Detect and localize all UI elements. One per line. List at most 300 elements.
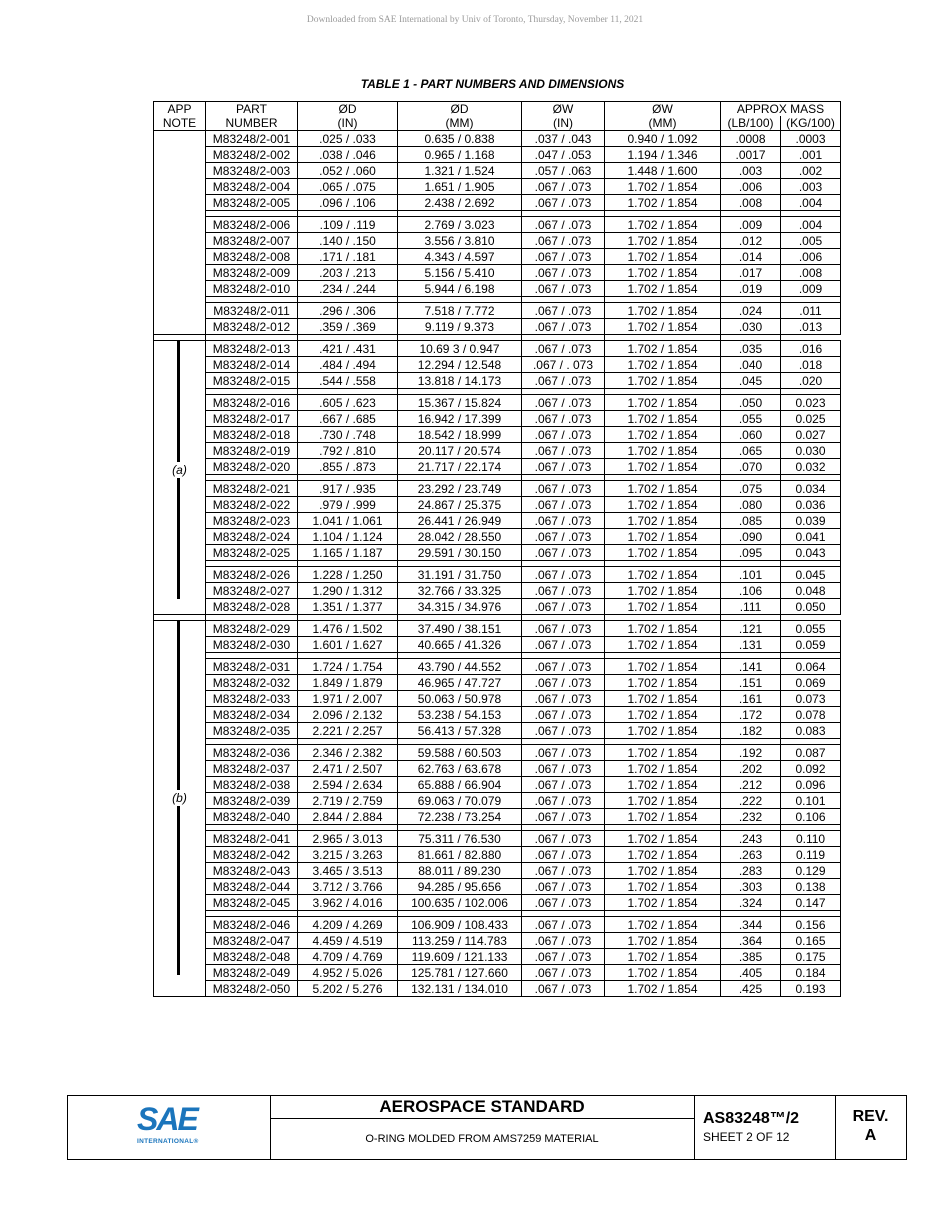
d-in-cell: 1.290 / 1.312 [298, 583, 398, 599]
part-number-cell: M83248/2-023 [206, 513, 298, 529]
mass-kg-cell: .005 [781, 233, 841, 249]
part-number-cell: M83248/2-022 [206, 497, 298, 513]
header-part: PART [206, 102, 298, 117]
mass-lb-cell: .364 [721, 933, 781, 949]
d-in-cell: .296 / .306 [298, 303, 398, 319]
mass-kg-cell: 0.119 [781, 847, 841, 863]
w-mm-cell: 1.702 / 1.854 [605, 777, 721, 793]
w-mm-cell: 1.702 / 1.854 [605, 599, 721, 615]
table-row [154, 395, 841, 411]
w-in-cell: .067 / .073 [522, 621, 605, 637]
part-number-cell: M83248/2-041 [206, 831, 298, 847]
table-row [154, 281, 841, 297]
w-in-cell: .067 / .073 [522, 411, 605, 427]
w-in-cell: .067 / .073 [522, 723, 605, 739]
w-in-cell: .067 / .073 [522, 249, 605, 265]
table-row [154, 879, 841, 895]
mass-lb-cell: .095 [721, 545, 781, 561]
d-mm-cell: 1.651 / 1.905 [398, 179, 522, 195]
table-row [154, 249, 841, 265]
w-mm-cell: 1.702 / 1.854 [605, 303, 721, 319]
w-mm-cell: 1.702 / 1.854 [605, 281, 721, 297]
w-mm-cell: 1.702 / 1.854 [605, 659, 721, 675]
mass-lb-cell: .161 [721, 691, 781, 707]
d-mm-cell: 34.315 / 34.976 [398, 599, 522, 615]
w-mm-cell: 1.702 / 1.854 [605, 341, 721, 357]
table-row [154, 637, 841, 653]
part-number-cell: M83248/2-046 [206, 917, 298, 933]
d-mm-cell: 75.311 / 76.530 [398, 831, 522, 847]
mass-kg-cell: .004 [781, 217, 841, 233]
mass-lb-cell: .111 [721, 599, 781, 615]
header-app-note: NOTE [154, 116, 206, 131]
mass-lb-cell: .014 [721, 249, 781, 265]
part-number-cell: M83248/2-045 [206, 895, 298, 911]
mass-lb-cell: .344 [721, 917, 781, 933]
part-number-cell: M83248/2-039 [206, 793, 298, 809]
d-in-cell: .025 / .033 [298, 131, 398, 147]
table-row [154, 583, 841, 599]
d-in-cell: .730 / .748 [298, 427, 398, 443]
d-in-cell: .421 / .431 [298, 341, 398, 357]
part-number-cell: M83248/2-014 [206, 357, 298, 373]
mass-kg-cell: .011 [781, 303, 841, 319]
w-in-cell: .067 / .073 [522, 895, 605, 911]
w-mm-cell: 1.702 / 1.854 [605, 545, 721, 561]
table-row [154, 621, 841, 637]
part-number-cell: M83248/2-043 [206, 863, 298, 879]
table-row [154, 545, 841, 561]
header-d-mm: ØD [398, 102, 522, 117]
document-number: AS83248™/2 [703, 1110, 800, 1127]
table-row [154, 131, 841, 147]
w-mm-cell: 1.702 / 1.854 [605, 481, 721, 497]
d-mm-cell: 20.117 / 20.574 [398, 443, 522, 459]
w-mm-cell: 1.702 / 1.854 [605, 745, 721, 761]
d-in-cell: 2.346 / 2.382 [298, 745, 398, 761]
mass-kg-cell: .003 [781, 179, 841, 195]
mass-lb-cell: .006 [721, 179, 781, 195]
document-number-cell [694, 1096, 836, 1159]
w-mm-cell: 1.702 / 1.854 [605, 567, 721, 583]
w-mm-cell: 0.940 / 1.092 [605, 131, 721, 147]
table-row [154, 949, 841, 965]
w-mm-cell: 1.702 / 1.854 [605, 233, 721, 249]
mass-lb-cell: .060 [721, 427, 781, 443]
d-in-cell: 3.215 / 3.263 [298, 847, 398, 863]
mass-kg-cell: .002 [781, 163, 841, 179]
mass-lb-cell: .012 [721, 233, 781, 249]
w-mm-cell: 1.702 / 1.854 [605, 965, 721, 981]
d-in-cell: .979 / .999 [298, 497, 398, 513]
d-in-cell: .065 / .075 [298, 179, 398, 195]
mass-lb-cell: .019 [721, 281, 781, 297]
part-number-cell: M83248/2-028 [206, 599, 298, 615]
w-in-cell: .067 / .073 [522, 965, 605, 981]
w-in-cell: .067 / .073 [522, 809, 605, 825]
w-mm-cell: 1.702 / 1.854 [605, 949, 721, 965]
table-row [154, 809, 841, 825]
w-mm-cell: 1.702 / 1.854 [605, 319, 721, 335]
d-mm-cell: 4.343 / 4.597 [398, 249, 522, 265]
d-in-cell: 2.221 / 2.257 [298, 723, 398, 739]
mass-kg-cell: .004 [781, 195, 841, 211]
table-row [154, 497, 841, 513]
d-mm-cell: 100.635 / 102.006 [398, 895, 522, 911]
table-row [154, 163, 841, 179]
mass-kg-cell: 0.032 [781, 459, 841, 475]
table-row [154, 895, 841, 911]
table-row [154, 319, 841, 335]
table-row [154, 459, 841, 475]
table-row [154, 723, 841, 739]
d-in-cell: 4.709 / 4.769 [298, 949, 398, 965]
w-mm-cell: 1.702 / 1.854 [605, 513, 721, 529]
d-in-cell: 1.165 / 1.187 [298, 545, 398, 561]
mass-kg-cell: 0.059 [781, 637, 841, 653]
d-in-cell: .038 / .046 [298, 147, 398, 163]
w-mm-cell: 1.702 / 1.854 [605, 395, 721, 411]
mass-kg-cell: 0.064 [781, 659, 841, 675]
d-mm-cell: 28.042 / 28.550 [398, 529, 522, 545]
d-in-cell: 1.601 / 1.627 [298, 637, 398, 653]
header-d-in-unit: (IN) [298, 116, 398, 131]
w-in-cell: .067 / .073 [522, 233, 605, 249]
part-number-cell: M83248/2-024 [206, 529, 298, 545]
part-number-cell: M83248/2-017 [206, 411, 298, 427]
app-note-cell [154, 341, 206, 615]
d-mm-cell: 24.867 / 25.375 [398, 497, 522, 513]
d-in-cell: 2.844 / 2.884 [298, 809, 398, 825]
mass-kg-cell: 0.147 [781, 895, 841, 911]
d-in-cell: 1.351 / 1.377 [298, 599, 398, 615]
w-in-cell: .067 / .073 [522, 761, 605, 777]
w-in-cell: .067 / .073 [522, 497, 605, 513]
part-number-cell: M83248/2-003 [206, 163, 298, 179]
table-row [154, 411, 841, 427]
w-mm-cell: 1.702 / 1.854 [605, 357, 721, 373]
d-in-cell: .855 / .873 [298, 459, 398, 475]
mass-kg-cell: 0.030 [781, 443, 841, 459]
d-in-cell: 3.465 / 3.513 [298, 863, 398, 879]
table-row [154, 793, 841, 809]
w-in-cell: .037 / .043 [522, 131, 605, 147]
d-in-cell: 5.202 / 5.276 [298, 981, 398, 997]
w-mm-cell: 1.702 / 1.854 [605, 793, 721, 809]
w-mm-cell: 1.702 / 1.854 [605, 691, 721, 707]
table-row [154, 217, 841, 233]
mass-lb-cell: .008 [721, 195, 781, 211]
part-number-cell: M83248/2-013 [206, 341, 298, 357]
w-mm-cell: 1.702 / 1.854 [605, 411, 721, 427]
d-in-cell: 2.471 / 2.507 [298, 761, 398, 777]
mass-lb-cell: .009 [721, 217, 781, 233]
table-row [154, 427, 841, 443]
d-mm-cell: 81.661 / 82.880 [398, 847, 522, 863]
mass-kg-cell: .006 [781, 249, 841, 265]
table-row [154, 745, 841, 761]
part-number-cell: M83248/2-036 [206, 745, 298, 761]
w-in-cell: .067 / .073 [522, 691, 605, 707]
mass-kg-cell: 0.184 [781, 965, 841, 981]
w-in-cell: .067 / .073 [522, 793, 605, 809]
header-part-number: NUMBER [206, 116, 298, 131]
d-mm-cell: 69.063 / 70.079 [398, 793, 522, 809]
d-in-cell: 2.719 / 2.759 [298, 793, 398, 809]
w-mm-cell: 1.702 / 1.854 [605, 265, 721, 281]
mass-lb-cell: .090 [721, 529, 781, 545]
table-row [154, 761, 841, 777]
table-row [154, 147, 841, 163]
d-in-cell: .667 / .685 [298, 411, 398, 427]
table-row [154, 443, 841, 459]
mass-lb-cell: .035 [721, 341, 781, 357]
w-in-cell: .067 / .073 [522, 427, 605, 443]
w-mm-cell: 1.702 / 1.854 [605, 933, 721, 949]
w-in-cell: .067 / .073 [522, 217, 605, 233]
part-number-cell: M83248/2-029 [206, 621, 298, 637]
header-mass: APPROX MASS [721, 102, 841, 117]
mass-lb-cell: .131 [721, 637, 781, 653]
w-mm-cell: 1.702 / 1.854 [605, 831, 721, 847]
mass-lb-cell: .085 [721, 513, 781, 529]
d-in-cell: 1.041 / 1.061 [298, 513, 398, 529]
mass-lb-cell: .222 [721, 793, 781, 809]
d-in-cell: 2.096 / 2.132 [298, 707, 398, 723]
w-in-cell: .067 / .073 [522, 933, 605, 949]
table-row [154, 917, 841, 933]
standard-title-cell [270, 1096, 695, 1159]
mass-lb-cell: .324 [721, 895, 781, 911]
part-number-cell: M83248/2-021 [206, 481, 298, 497]
part-number-cell: M83248/2-012 [206, 319, 298, 335]
sheet-number: SHEET 2 OF 12 [703, 1130, 790, 1144]
part-number-cell: M83248/2-042 [206, 847, 298, 863]
d-in-cell: .140 / .150 [298, 233, 398, 249]
download-watermark: Downloaded from SAE International by Univ of Toronto, Thursday, November 11, 2021 [306, 15, 644, 25]
d-mm-cell: 7.518 / 7.772 [398, 303, 522, 319]
w-mm-cell: 1.702 / 1.854 [605, 195, 721, 211]
mass-lb-cell: .212 [721, 777, 781, 793]
d-mm-cell: 16.942 / 17.399 [398, 411, 522, 427]
w-mm-cell: 1.702 / 1.854 [605, 879, 721, 895]
w-mm-cell: 1.448 / 1.600 [605, 163, 721, 179]
w-in-cell: .067 / .073 [522, 513, 605, 529]
title-block [67, 1095, 907, 1160]
header-app: APP [154, 102, 206, 117]
part-number-cell: M83248/2-038 [206, 777, 298, 793]
mass-lb-cell: .017 [721, 265, 781, 281]
revision-label: REV. [852, 1108, 889, 1125]
w-in-cell: .067 / .073 [522, 281, 605, 297]
header-mass-kg: (KG/100) [781, 116, 841, 131]
d-in-cell: .484 / .494 [298, 357, 398, 373]
table-row [154, 981, 841, 997]
app-note-cell [154, 621, 206, 997]
mass-kg-cell: .016 [781, 341, 841, 357]
d-mm-cell: 23.292 / 23.749 [398, 481, 522, 497]
w-mm-cell: 1.702 / 1.854 [605, 809, 721, 825]
mass-kg-cell: .009 [781, 281, 841, 297]
mass-lb-cell: .303 [721, 879, 781, 895]
part-number-cell: M83248/2-048 [206, 949, 298, 965]
mass-lb-cell: .050 [721, 395, 781, 411]
mass-lb-cell: .0008 [721, 131, 781, 147]
w-mm-cell: 1.702 / 1.854 [605, 217, 721, 233]
w-mm-cell: 1.702 / 1.854 [605, 621, 721, 637]
mass-kg-cell: .018 [781, 357, 841, 373]
part-number-cell: M83248/2-037 [206, 761, 298, 777]
w-mm-cell: 1.702 / 1.854 [605, 443, 721, 459]
d-in-cell: 4.952 / 5.026 [298, 965, 398, 981]
mass-kg-cell: 0.165 [781, 933, 841, 949]
d-in-cell: .171 / .181 [298, 249, 398, 265]
revision-value: A [864, 1127, 877, 1144]
table-row [154, 965, 841, 981]
w-in-cell: .067 / .073 [522, 529, 605, 545]
mass-lb-cell: .405 [721, 965, 781, 981]
sae-logo-cell [68, 1096, 271, 1159]
table-row [154, 179, 841, 195]
part-number-cell: M83248/2-030 [206, 637, 298, 653]
sae-logo-subtext: INTERNATIONAL® [137, 1138, 199, 1145]
part-number-cell: M83248/2-018 [206, 427, 298, 443]
d-in-cell: 1.104 / 1.124 [298, 529, 398, 545]
d-mm-cell: 65.888 / 66.904 [398, 777, 522, 793]
mass-kg-cell: 0.055 [781, 621, 841, 637]
mass-kg-cell: 0.025 [781, 411, 841, 427]
table-row [154, 357, 841, 373]
mass-kg-cell: 0.023 [781, 395, 841, 411]
w-mm-cell: 1.702 / 1.854 [605, 917, 721, 933]
mass-lb-cell: .045 [721, 373, 781, 389]
mass-lb-cell: .030 [721, 319, 781, 335]
w-in-cell: .067 / .073 [522, 341, 605, 357]
d-in-cell: 1.476 / 1.502 [298, 621, 398, 637]
table-row [154, 567, 841, 583]
d-mm-cell: 9.119 / 9.373 [398, 319, 522, 335]
d-in-cell: 2.965 / 3.013 [298, 831, 398, 847]
d-mm-cell: 94.285 / 95.656 [398, 879, 522, 895]
mass-lb-cell: .106 [721, 583, 781, 599]
mass-lb-cell: .080 [721, 497, 781, 513]
part-number-cell: M83248/2-009 [206, 265, 298, 281]
d-mm-cell: 18.542 / 18.999 [398, 427, 522, 443]
w-in-cell: .067 / .073 [522, 459, 605, 475]
table-row [154, 659, 841, 675]
d-in-cell: .096 / .106 [298, 195, 398, 211]
mass-kg-cell: .001 [781, 147, 841, 163]
d-mm-cell: 119.609 / 121.133 [398, 949, 522, 965]
part-number-cell: M83248/2-011 [206, 303, 298, 319]
parts-table-body [154, 131, 841, 997]
table-row [154, 341, 841, 357]
d-in-cell: 1.724 / 1.754 [298, 659, 398, 675]
mass-lb-cell: .003 [721, 163, 781, 179]
d-mm-cell: 46.965 / 47.727 [398, 675, 522, 691]
w-in-cell: .067 / .073 [522, 949, 605, 965]
part-number-cell: M83248/2-040 [206, 809, 298, 825]
w-in-cell: .067 / .073 [522, 659, 605, 675]
w-in-cell: .057 / .063 [522, 163, 605, 179]
d-in-cell: 1.849 / 1.879 [298, 675, 398, 691]
d-mm-cell: 21.717 / 22.174 [398, 459, 522, 475]
w-in-cell: .067 / .073 [522, 745, 605, 761]
part-number-cell: M83248/2-034 [206, 707, 298, 723]
d-mm-cell: 0.965 / 1.168 [398, 147, 522, 163]
app-note-label: (a) [154, 462, 205, 478]
mass-lb-cell: .263 [721, 847, 781, 863]
mass-kg-cell: 0.129 [781, 863, 841, 879]
table-row [154, 675, 841, 691]
d-in-cell: 1.971 / 2.007 [298, 691, 398, 707]
w-in-cell: .067 / .073 [522, 599, 605, 615]
w-mm-cell: 1.702 / 1.854 [605, 761, 721, 777]
w-in-cell: .067 / .073 [522, 675, 605, 691]
part-number-cell: M83248/2-010 [206, 281, 298, 297]
mass-kg-cell: 0.041 [781, 529, 841, 545]
mass-kg-cell: 0.048 [781, 583, 841, 599]
table-row [154, 933, 841, 949]
d-mm-cell: 2.769 / 3.023 [398, 217, 522, 233]
mass-lb-cell: .151 [721, 675, 781, 691]
header-w-mm-unit: (MM) [605, 116, 721, 131]
d-in-cell: .544 / .558 [298, 373, 398, 389]
table-row [154, 777, 841, 793]
d-in-cell: 2.594 / 2.634 [298, 777, 398, 793]
mass-kg-cell: 0.087 [781, 745, 841, 761]
d-in-cell: .792 / .810 [298, 443, 398, 459]
mass-kg-cell: .0003 [781, 131, 841, 147]
table-title: TABLE 1 - PART NUMBERS AND DIMENSIONS [360, 77, 625, 91]
mass-lb-cell: .101 [721, 567, 781, 583]
mass-kg-cell: 0.092 [781, 761, 841, 777]
w-mm-cell: 1.702 / 1.854 [605, 981, 721, 997]
part-number-cell: M83248/2-005 [206, 195, 298, 211]
d-mm-cell: 13.818 / 14.173 [398, 373, 522, 389]
d-mm-cell: 106.909 / 108.433 [398, 917, 522, 933]
w-in-cell: .067 / .073 [522, 583, 605, 599]
w-mm-cell: 1.702 / 1.854 [605, 249, 721, 265]
table-row [154, 481, 841, 497]
mass-kg-cell: .020 [781, 373, 841, 389]
table-row [154, 691, 841, 707]
sae-logo: SAE [137, 1101, 197, 1137]
header-w-mm: ØW [605, 102, 721, 117]
part-number-cell: M83248/2-019 [206, 443, 298, 459]
w-in-cell: .067 / .073 [522, 179, 605, 195]
part-number-cell: M83248/2-004 [206, 179, 298, 195]
d-mm-cell: 62.763 / 63.678 [398, 761, 522, 777]
app-note-label: (b) [154, 790, 205, 806]
mass-kg-cell: 0.106 [781, 809, 841, 825]
w-in-cell: .067 / .073 [522, 373, 605, 389]
d-in-cell: .234 / .244 [298, 281, 398, 297]
mass-kg-cell: 0.069 [781, 675, 841, 691]
table-row [154, 529, 841, 545]
d-mm-cell: 37.490 / 38.151 [398, 621, 522, 637]
mass-lb-cell: .202 [721, 761, 781, 777]
w-mm-cell: 1.702 / 1.854 [605, 529, 721, 545]
d-in-cell: .917 / .935 [298, 481, 398, 497]
d-mm-cell: 53.238 / 54.153 [398, 707, 522, 723]
w-in-cell: .067 / .073 [522, 981, 605, 997]
w-in-cell: .067 / .073 [522, 303, 605, 319]
mass-lb-cell: .243 [721, 831, 781, 847]
part-number-cell: M83248/2-026 [206, 567, 298, 583]
d-mm-cell: 125.781 / 127.660 [398, 965, 522, 981]
d-mm-cell: 15.367 / 15.824 [398, 395, 522, 411]
